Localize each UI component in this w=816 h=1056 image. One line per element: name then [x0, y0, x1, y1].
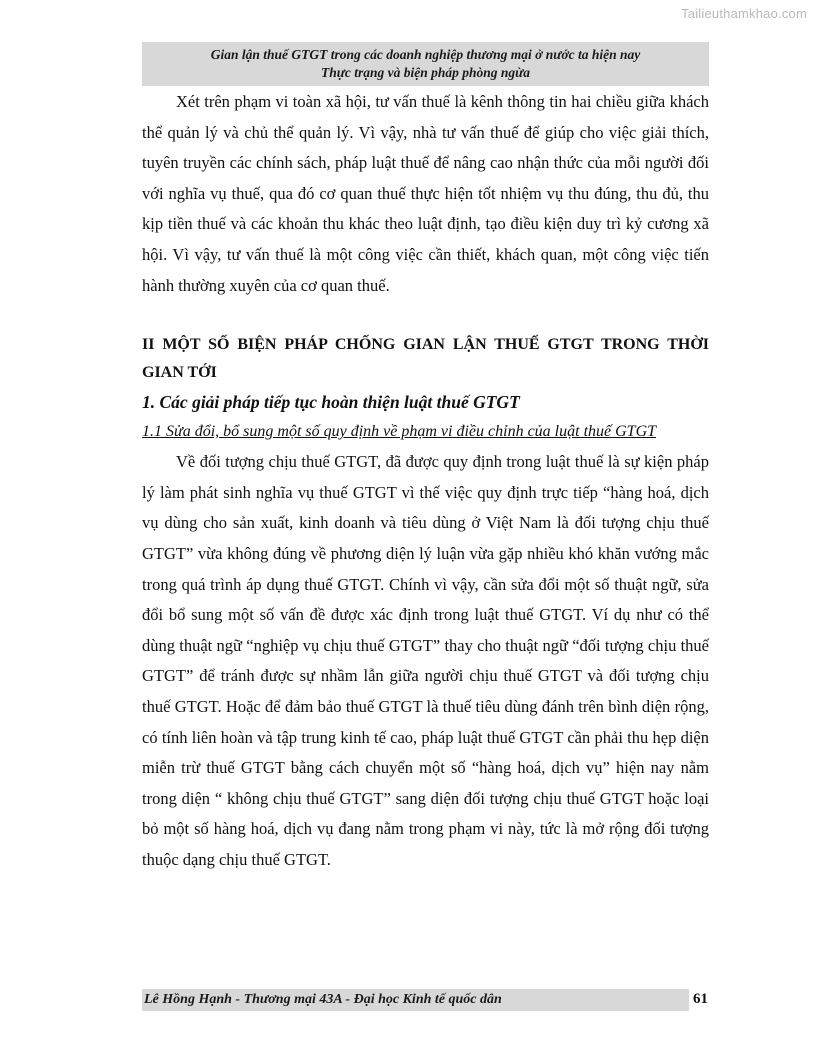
sub-heading: 1. Các giải pháp tiếp tục hoàn thiện luật thuế GTGT: [142, 392, 520, 413]
header-title-line1: Gian lận thuế GTGT trong các doanh nghiệp thương mại ở nước ta hiện nay: [210, 47, 641, 62]
footer-author: Lê Hồng Hạnh - Thương mại 43A - Đại học Kinh tế quốc dân: [142, 989, 689, 1011]
header-title-line2: Thực trạng và biện pháp phòng ngừa: [321, 65, 530, 80]
paragraph-tax-consulting: Xét trên phạm vi toàn xã hội, tư vấn thuế là kênh thông tin hai chiều giữa khách thể quản lý và chủ thể quản lý. Vì vậy, nhà tư vấn thuế để giúp cho việc giải thích, tuyên truyền các chính sách, pháp luật thuế để nâng cao nhận thức của mỗi người đối với nghĩa vụ thuế, qua đó cơ quan thuế thực hiện tốt nhiệm vụ thu đúng, thu đủ, thu kịp tiền thuế và các khoản thu khác theo luật định, tạo điều kiện duy trì kỷ cương xã hội. Vì vậy, tư vấn thuế là một công việc cần thiết, khách quan, một công việc tiến hành thường xuyên của cơ quan thuế.: [142, 92, 709, 295]
spacer: [142, 301, 709, 331]
section-heading: II MỘT SỐ BIỆN PHÁP CHỐNG GIAN LẬN THUẾ GTGT TRONG THỜI GIAN TỚI: [142, 336, 709, 382]
running-header: [142, 42, 709, 86]
watermark: Tailieuthamkhao.com: [681, 6, 807, 21]
page-content: [142, 87, 709, 875]
page-number: 61: [693, 991, 708, 1007]
sub-sub-heading: 1.1 Sửa đổi, bổ sung một số quy định về phạm vi điều chỉnh của luật thuế GTGT: [142, 423, 657, 441]
paragraph-taxable-objects: Về đối tượng chịu thuế GTGT, đã được quy định trong luật thuế là sự kiện pháp lý làm phát sinh nghĩa vụ thuế GTGT vì thế việc quy định trực tiếp “hàng hoá, dịch vụ dùng cho sản xuất, kinh doanh và tiêu dùng ở Việt Nam là đối tượng chịu thuế GTGT” vừa không đúng về phương diện lý luận vừa gặp nhiều khó khăn vướng mắc trong quá trình áp dụng thuế GTGT. Chính vì vậy, cần sửa đổi một số thuật ngữ, sửa đổi bổ sung một số vấn đề được xác định trong luật thuế GTGT. Ví dụ như có thể dùng thuật ngữ “nghiệp vụ chịu thuế GTGT” thay cho thuật ngữ “đối tượng chịu thuế GTGT” để tránh được sự nhầm lẫn giữa người chịu thuế GTGT và đối tượng chịu thuế GTGT. Hoặc để đảm bảo thuế GTGT là thuế tiêu dùng đánh trên bình diện rộng, có tính liên hoàn và tập trung kinh tế cao, pháp luật thuế GTGT cần phải thu hẹp diện miễn trừ thuế GTGT bằng cách chuyển một số “hàng hoá, dịch vụ” hiện nay nằm trong diện “ không chịu thuế GTGT” sang diện đối tượng chịu thuế GTGT hoặc loại bỏ một số hàng hoá, dịch vụ đang nằm trong phạm vi này, tức là mở rộng đối tượng thuộc dạng chịu thuế GTGT.: [142, 452, 709, 869]
